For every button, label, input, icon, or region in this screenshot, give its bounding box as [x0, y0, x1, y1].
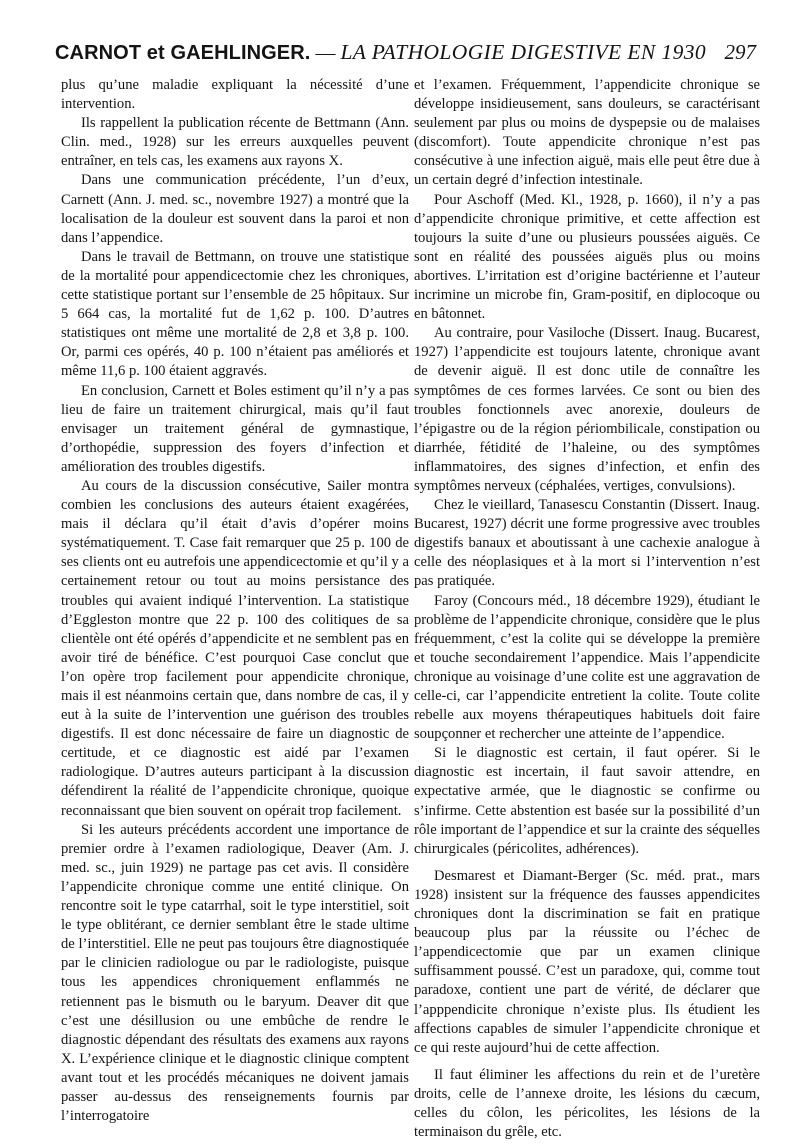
- paragraph: Faroy (Concours méd., 18 décembre 1929), étudiant le problème de l’appendicite chronique, considère que le plus fréquemment, c’est la colite qui se développe la première et touche secondairement l’appendice. Mais l’appendicite chronique au voisinage d’une colite est une aggravation de celle-ci, car l’appendicite entretient la colite. Toute colite rebelle aux moyens thérapeutiques habituels doit faire soupçonner et rechercher une atteinte de l’appendice.: [414, 592, 760, 743]
- header-authors: CARNOT et GAEHLINGER.: [55, 42, 311, 64]
- page-number: 297: [724, 40, 756, 64]
- paragraph: et l’examen. Fréquemment, l’appendicite chronique se développe insidieusement, sans douleurs, se caractérisant seulement par plus ou moins de dyspepsie ou de malaises (discomfort). Toute appendicite chronique n’est pas consécutive à une infection aiguë, mais elle peut être due à un certain degré d’infection intestinale.: [414, 77, 760, 189]
- paragraph: Chez le vieillard, Tanasescu Constantin (Dissert. Inaug. Bucarest, 1927) décrit une forme progressive avec troubles digestifs banaux et aboutissant à une cachexie analogue à celle des néoplasiques et à la mort si l’intervention n’est pas pratiquée.: [414, 497, 760, 590]
- paragraph: Dans le travail de Bettmann, on trouve une statistique de la mortalité pour appendicectomie chez les chroniques, cette statistique portant sur l’ensemble de 25 hôpitaux. Sur 5 664 cas, la mortalité fut de 1,62 p. 100. D’autres statistiques ont même une mortalité de 2,8 et 3,8 p. 100. Or, parmi ces opérés, 40 p. 100 n’étaient pas améliorés et même 11,6 p. 100 étaient aggravés.: [61, 248, 409, 380]
- paragraph: En conclusion, Carnett et Boles estiment qu’il n’y a pas lieu de faire un traitement chirurgical, mais qu’il faut envisager un traitement général de gymnastique, d’orthopédie, suppression des foyers d’infection et amélioration des troubles digestifs.: [61, 382, 409, 475]
- paragraph: Au cours de la discussion consécutive, Sailer montra combien les conclusions des auteurs étaient exagérées, mais il déclara qu’il était d’avis d’opérer moins systématiquement. T. Case fait remarquer que 25 p. 100 de ses clients ont eu autrefois une appendicectomie et qu’il y a certainement retour ou tout au moins persistance des troubles qui avaient indiqué l’intervention. La statistique d’Eggleston montre que 22 p. 100 des colitiques de sa clientèle ont été opérés d’appendicite et ne semblent pas en avoir tiré de bénéfice. C’est pourquoi Case conclut que l’on opère trop facilement pour appendicite chronique, mais il est néanmoins certain que, dans nombre de cas, il y eut à la suite de l’intervention une guérison des troubles digestifs. Il est donc nécessaire de faire un diagnostic de certitude, et ce diagnostic est aidé par l’examen radiologique. D’autres auteurs participant à la discussion défendirent la réalité de l’appendicite chronique, quoique reconnaissant que bien souvent on opérait trop facilement.: [61, 477, 409, 819]
- paragraph: Ils rappellent la publication récente de Bettmann (Ann. Clin. med., 1928) sur les erreurs auxquelles peuvent entraîner, en tels cas, les examens aux rayons X.: [61, 115, 409, 170]
- paragraph: plus qu’une maladie expliquant la nécessité d’une intervention.: [61, 77, 409, 113]
- paragraph: Desmarest et Diamant-Berger (Sc. méd. prat., mars 1928) insistent sur la fréquence des fausses appendicites chroniques dont la discrimination se fait en pratique beaucoup plus par la réussite ou l’échec de l’appendicectomie que par un examen clinique suffisamment poussé. C’est un paradoxe, qui, comme tout paradoxe, contient une part de vérité, de déclarer que l’apppendicite chronique n’existe plus. Ils étudient les affections capables de simuler l’appendicite chronique et ce qui reste aujourd’hui de cette affection.: [414, 867, 760, 1056]
- right-column: [414, 76, 760, 1142]
- paragraph: Si le diagnostic est certain, il faut opérer. Si le diagnostic est incertain, il faut savoir attendre, en expectative armée, que le diagnostic se confirme ou s’infirme. Cette abstention est basée sur la possibilité d’un rôle important de l’appendice et sur la crainte des séquelles chirurgicales (péricolites, adhérences).: [414, 745, 760, 857]
- paragraph: Au contraire, pour Vasiloche (Dissert. Inaug. Bucarest, 1927) l’appendicite est toujours latente, chronique avant de devenir aiguë. Il est donc utile de connaître les symptômes de ces formes larvées. Ce sont ou bien des troubles fonctionnels avec anorexie, douleurs de l’épigastre ou de la région périombilicale, constipation ou diarrhée, fétidité de l’haleine, ou des symptômes inflammatoires, des signes d’infection, et enfin des symptômes nerveux (céphalées, vertiges, convulsions).: [414, 325, 760, 494]
- left-column: [61, 76, 409, 1126]
- paragraph: Dans une communication précédente, l’un d’eux, Carnett (Ann. J. med. sc., novembre 1927) a montré que la localisation de la douleur est souvent dans la paroi et non dans l’appendice.: [61, 172, 409, 246]
- header-dash: —: [315, 42, 336, 64]
- paragraph: Si les auteurs précédents accordent une importance de premier ordre à l’examen radiologique, Deaver (Am. J. med. sc., juin 1929) ne partage pas cet avis. Il considère l’appendicite chronique comme une entité clinique. On rencontre soit le type catarrhal, soit le type interstitiel, soit le type oblitérant, ce dernier semblant être le stade ultime de l’interstitiel. Elle ne peut pas toujours être diagnostiquée par le clinicien radiologue ou par le radiologiste, puisque tous les appendices chroniquement enflammés ne retiennent pas le bismuth ou le baryum. Deaver dit que c’est une désillusion ou une embûche de rendre le diagnostic dépendant des résultats des examens aux rayons X. L’expérience clinique et le diagnostic clinique comptent avant tout et les procédés mécaniques ne doivent jamais passer au-dessus des renseignements fournis par l’interrogatoire: [61, 821, 409, 1125]
- paragraph: Pour Aschoff (Med. Kl., 1928, p. 1660), il n’y a pas d’appendicite chronique primitive, et cette affection est toujours la suite d’une ou plusieurs poussées aiguës. Ce sont en réalité des poussées aiguës plus ou moins abortives. L’irritation est d’origine bactérienne et l’auteur incrimine un microbe fin, Gram-positif, en diplocoque ou en bâtonnet.: [414, 191, 760, 323]
- running-header: [55, 40, 756, 80]
- header-title: LA PATHOLOGIE DIGESTIVE EN 1930: [340, 40, 707, 64]
- paragraph: Il faut éliminer les affections du rein et de l’uretère droits, celle de l’annexe droite, les lésions du cæcum, celles du côlon, les péricolites, les lésions de la terminaison du grêle, etc.: [414, 1066, 760, 1141]
